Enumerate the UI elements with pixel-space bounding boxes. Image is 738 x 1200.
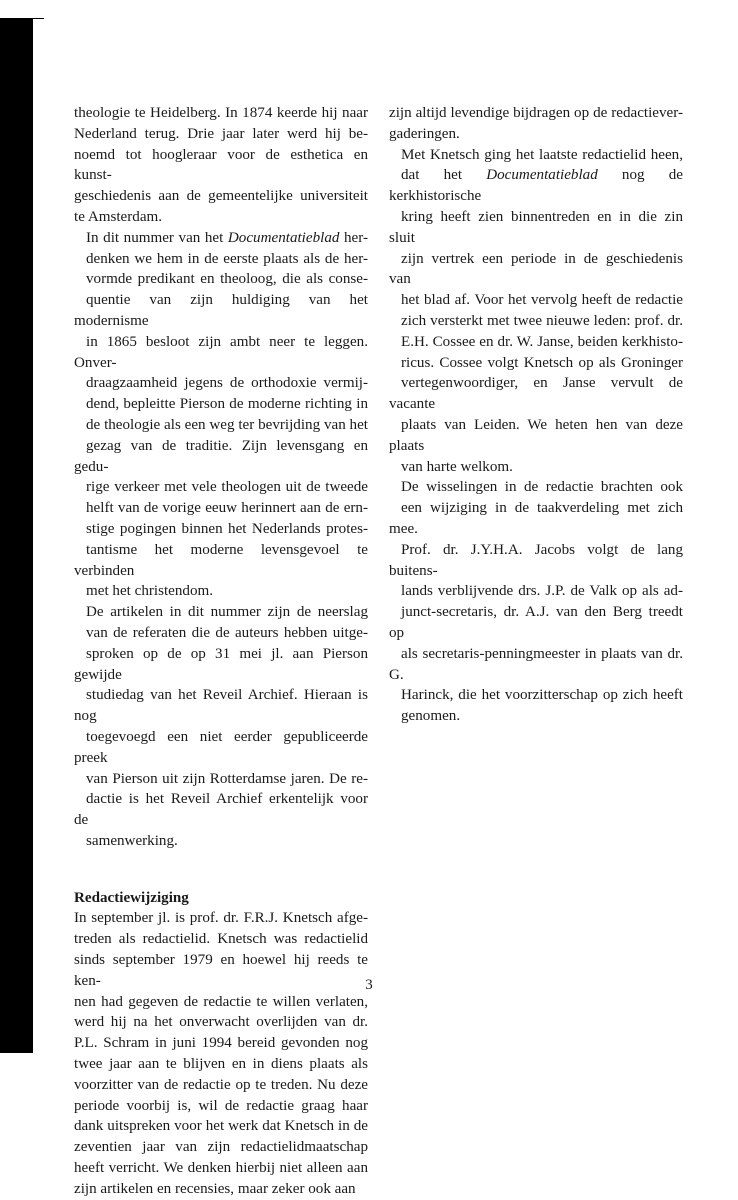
text-line: toegevoegd een niet eerder gepubliceerde preek bbox=[74, 728, 368, 766]
text-line: werd hij na het onverwacht overlijden van dr. bbox=[74, 1014, 368, 1031]
text-line: nen had gegeven de redactie te willen verlaten, bbox=[74, 993, 368, 1010]
text-line: de theologie als een weg ter bevrijding van het bbox=[86, 416, 368, 433]
text-line: theologie te Heidelberg. In 1874 keerde hij naar bbox=[74, 105, 368, 121]
paragraph bbox=[74, 602, 368, 852]
section-heading: Redactiewijziging bbox=[74, 889, 189, 906]
left-column bbox=[74, 103, 368, 1200]
paragraph bbox=[389, 477, 683, 727]
text-line: In september jl. is prof. dr. F.R.J. Knetsch afge- bbox=[74, 910, 368, 927]
text-line: in 1865 besloot zijn ambt neer te leggen. Onver- bbox=[74, 333, 368, 371]
text-line: treden als redactielid. Knetsch was redactielid bbox=[74, 931, 368, 948]
text-line: P.L. Schram in juni 1994 bereid gevonden nog bbox=[74, 1035, 368, 1052]
text-line: van harte welkom. bbox=[401, 458, 513, 475]
text-line: vertegenwoordiger, en Janse vervult de vacante bbox=[389, 375, 683, 413]
text-line: denken we hem in de eerste plaats als de her- bbox=[86, 250, 368, 267]
text-line: De artikelen in dit nummer zijn de neerslag bbox=[86, 604, 368, 621]
text-line: tantisme het moderne levensgevoel te verbinden bbox=[74, 541, 368, 579]
text-line: dat het Documentatieblad nog de kerkhistorische bbox=[389, 167, 683, 205]
text-line: zijn artikelen en recensies, maar zeker ook aan bbox=[74, 1180, 356, 1197]
paragraph bbox=[389, 103, 683, 145]
text-line: dactie is het Reveil Archief erkentelijk voor de bbox=[74, 791, 368, 829]
text-line: voorzitter van de redactie op te treden. Nu deze bbox=[74, 1076, 368, 1093]
text-line: quentie van zijn huldiging van het modernisme bbox=[74, 292, 368, 329]
text-line: genomen. bbox=[401, 708, 461, 725]
text-line: Nederland terug. Drie jaar later werd hij be- bbox=[74, 125, 368, 142]
text-line: noemd tot hoogleraar voor de esthetica en kunst- bbox=[74, 146, 368, 184]
text-line: periode voorbij is, wil de redactie graag haar bbox=[74, 1097, 368, 1114]
text-line: junct-secretaris, dr. A.J. van den Berg treedt op bbox=[389, 604, 683, 641]
text-line: De wisselingen in de redactie brachten ook bbox=[401, 479, 683, 496]
text-line: sproken op de op 31 mei jl. aan Pierson gewijde bbox=[74, 645, 368, 683]
text-line: rige verkeer met vele theologen uit de tweede bbox=[86, 479, 368, 496]
text-line: In dit nummer van het Documentatieblad her- bbox=[86, 229, 368, 246]
text-line: samenwerking. bbox=[86, 832, 178, 849]
text-line: sinds september 1979 en hoewel hij reeds te ken- bbox=[74, 952, 368, 989]
text-line: heeft verricht. We denken hierbij niet alleen aan bbox=[74, 1160, 368, 1177]
right-column bbox=[389, 103, 683, 727]
text-line: zich versterkt met twee nieuwe leden: prof. dr. bbox=[401, 312, 683, 329]
text-line: studiedag van het Reveil Archief. Hieraan is nog bbox=[74, 687, 368, 725]
text-line: stige pogingen binnen het Nederlands protes- bbox=[86, 520, 368, 537]
text-line: dank uitspreken voor het werk dat Knetsch in de bbox=[74, 1118, 368, 1135]
paragraph bbox=[74, 103, 368, 228]
text-line: met het christendom. bbox=[86, 583, 214, 600]
text-line: Prof. dr. J.Y.H.A. Jacobs volgt de lang buitens- bbox=[389, 541, 683, 579]
scan-edge-bar bbox=[0, 18, 33, 1053]
text-line: Harinck, die het voorzitterschap op zich heeft bbox=[401, 687, 683, 704]
text-line: zijn vertrek een periode in de geschiedenis van bbox=[389, 250, 683, 288]
text-line: als secretaris-penningmeester in plaats van dr. G. bbox=[389, 645, 683, 683]
text-line: plaats van Leiden. We heten hen van deze plaats bbox=[389, 416, 683, 454]
text-line: Met Knetsch ging het laatste redactielid heen, bbox=[401, 146, 683, 163]
paragraph bbox=[389, 145, 683, 478]
text-line: dend, bepleitte Pierson de moderne richting in bbox=[86, 396, 368, 413]
text-line: lands verblijvende drs. J.P. de Valk op als ad- bbox=[401, 583, 683, 600]
scan-edge-tick bbox=[33, 18, 44, 19]
text-line: kring heeft zien binnentreden en in die zin sluit bbox=[389, 208, 683, 246]
text-line: het blad af. Voor het vervolg heeft de redactie bbox=[401, 292, 683, 309]
text-line: van de referaten die de auteurs hebben uitge- bbox=[86, 624, 368, 641]
text-line: draagzaamheid jegens de orthodoxie vermij- bbox=[86, 375, 368, 392]
text-line: E.H. Cossee en dr. W. Janse, beiden kerkhisto- bbox=[401, 333, 683, 350]
section-paragraph bbox=[74, 908, 368, 1199]
text-line: gaderingen. bbox=[389, 125, 460, 142]
text-line: vormde predikant en theoloog, die als conse- bbox=[86, 271, 368, 288]
text-line: een wijziging in de taakverdeling met zich mee. bbox=[389, 500, 683, 537]
text-line: ricus. Cossee volgt Knetsch op als Groninger bbox=[401, 354, 683, 371]
text-line: helft van de vorige eeuw herinnert aan de ern- bbox=[86, 500, 368, 517]
page-number: 3 bbox=[365, 977, 373, 993]
text-line: van Pierson uit zijn Rotterdamse jaren. De re- bbox=[86, 770, 368, 787]
text-line: te Amsterdam. bbox=[74, 208, 163, 225]
text-line: zijn altijd levendige bijdragen op de redactiever- bbox=[389, 105, 683, 121]
paragraph bbox=[74, 228, 368, 602]
text-line: zeventien jaar van zijn redactielidmaatschap bbox=[74, 1139, 368, 1156]
text-line: geschiedenis aan de gemeentelijke universiteit bbox=[74, 188, 368, 205]
text-line: gezag van de traditie. Zijn levensgang en gedu- bbox=[74, 437, 368, 475]
text-line: twee jaar aan te blijven en in diens plaats als bbox=[74, 1056, 368, 1073]
